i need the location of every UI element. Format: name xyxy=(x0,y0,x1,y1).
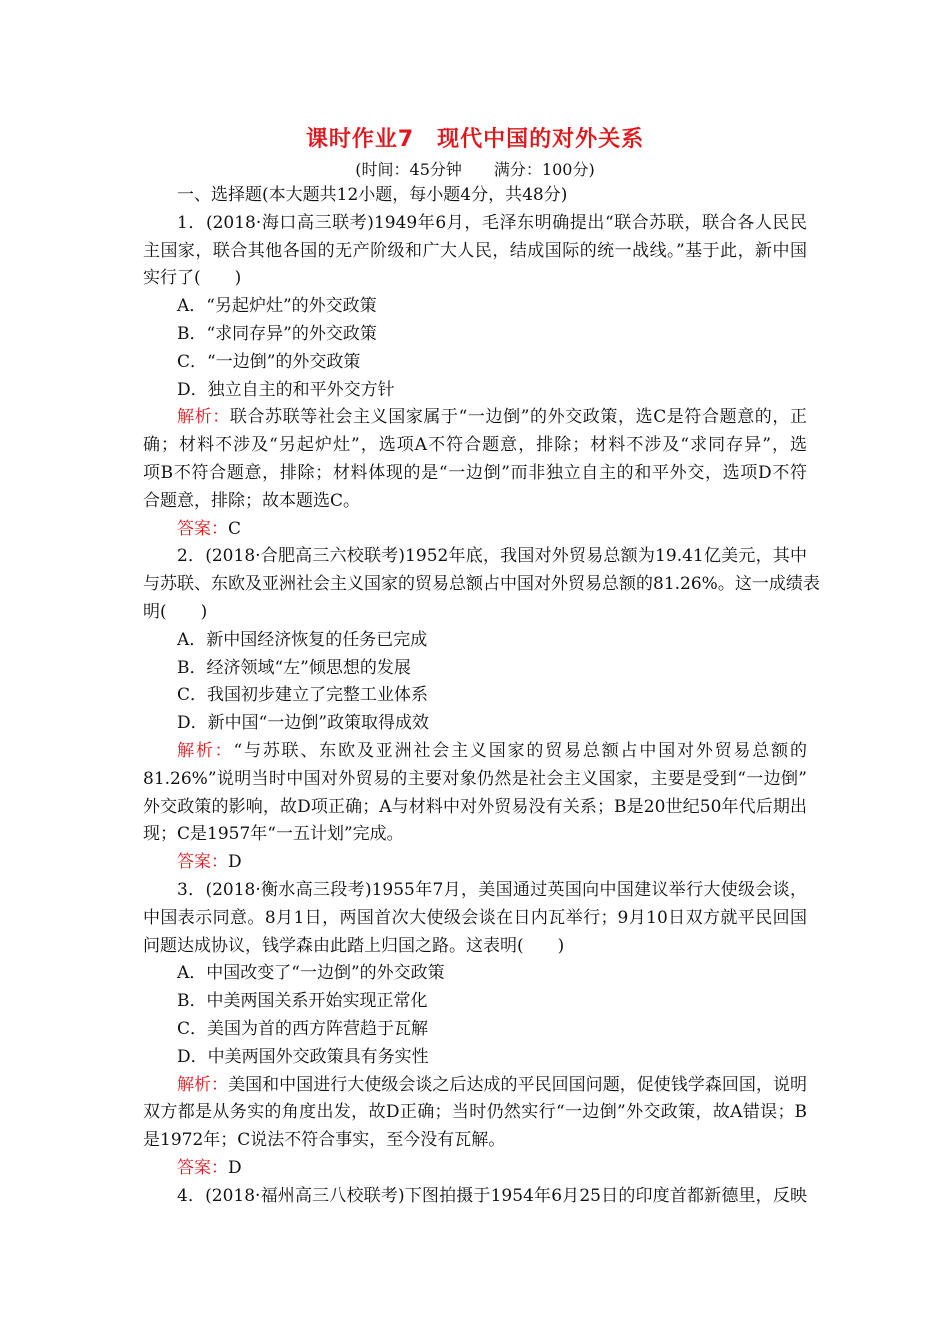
section-heading: 一、选择题(本大题共12小题，每小题4分，共48分) xyxy=(177,185,568,205)
page-title: 课时作业7 现代中国的对外关系 xyxy=(305,127,645,152)
analysis-line: 解析：“与苏联、东欧及亚洲社会主义国家的贸易总额占中国对外贸易总额的 xyxy=(177,740,807,761)
analysis-line: 是1972年；C说法不符合事实，至今没有瓦解。 xyxy=(143,1130,506,1151)
question-stem-line: 明( ) xyxy=(143,601,208,622)
analysis-line: 现；C是1957年“一五计划”完成。 xyxy=(143,824,404,845)
option-c: C．美国为首的西方阵营趋于瓦解 xyxy=(177,1018,429,1039)
option-b: B．经济领域“左”倾思想的发展 xyxy=(177,657,411,678)
answer-value: D xyxy=(228,852,242,873)
answer-label: 答案： xyxy=(177,852,228,873)
answer-line xyxy=(143,1155,807,1183)
answer-line xyxy=(143,516,807,544)
analysis-line: 81.26%”说明当时中国对外贸易的主要对象仍然是社会主义国家，主要是受到“一边倒” xyxy=(143,768,807,789)
question-stem-line: 2．(2018·合肥高三六校联考)1952年底，我国对外贸易总额为19.41亿美元，其中 xyxy=(177,546,807,567)
option-d: D．独立自主的和平外交方针 xyxy=(177,379,395,400)
analysis-line: 解析：美国和中国进行大使级会谈之后达成的平民回国问题，促使钱学森回国，说明 xyxy=(177,1074,808,1095)
question-stem-line: 1．(2018·海口高三联考)1949年6月，毛泽东明确提出“联合苏联，联合各人民民 xyxy=(177,212,807,233)
question-stem-line: 4．(2018·福州高三八校联考)下图拍摄于1954年6月25日的印度首都新德里，反映 xyxy=(177,1185,807,1206)
question-4 xyxy=(143,1183,807,1211)
question-3 xyxy=(143,877,807,1183)
analysis-line: 解析：联合苏联等社会主义国家属于“一边倒”的外交政策，选C是符合题意的，正 xyxy=(177,407,808,428)
question-stem-line: 主国家，联合其他各国的无产阶级和广大人民，结成国际的统一战线。”基于此，新中国 xyxy=(143,240,807,261)
page-subtitle: (时间：45分钟 满分：100分) xyxy=(355,160,595,179)
answer-value: C xyxy=(228,518,242,539)
question-2 xyxy=(143,543,820,877)
question-stem-line: 3．(2018·衡水高三段考)1955年7月，美国通过英国向中国建议举行大使级会谈， xyxy=(177,879,807,900)
answer-label: 答案： xyxy=(177,1157,228,1178)
question-stem-line: 与苏联、东欧及亚洲社会主义国家的贸易总额占中国对外贸易总额的81.26%。这一成绩表 xyxy=(143,574,820,595)
question-stem-line: 中国表示同意。8月1日，两国首次大使级会谈在日内瓦举行；9月10日双方就平民回国 xyxy=(143,907,807,928)
option-c: C．我国初步建立了完整工业体系 xyxy=(177,685,429,706)
option-d: D．中美两国外交政策具有务实性 xyxy=(177,1046,429,1067)
option-a: A．中国改变了“一边倒”的外交政策 xyxy=(177,963,445,984)
analysis-line: 确；材料不涉及“另起炉灶”，选项A不符合题意，排除；材料不涉及“求同存异”，选 xyxy=(143,435,807,456)
analysis-label: 解析： xyxy=(177,1074,229,1095)
question-1 xyxy=(143,210,807,544)
analysis-line: 合题意，排除；故本题选C。 xyxy=(143,490,361,511)
option-c: C．“一边倒”的外交政策 xyxy=(177,351,361,372)
option-d: D．新中国“一边倒”政策取得成效 xyxy=(177,713,430,734)
document-body xyxy=(143,182,820,1210)
analysis-label: 解析： xyxy=(177,740,234,761)
option-a: A．新中国经济恢复的任务已完成 xyxy=(177,629,428,650)
question-stem-line: 实行了( ) xyxy=(143,268,242,289)
question-stem-line: 问题达成协议，钱学森由此踏上归国之路。这表明( ) xyxy=(143,935,565,956)
analysis-label: 解析： xyxy=(177,407,230,428)
option-b: B．“求同存异”的外交政策 xyxy=(177,323,377,344)
answer-line xyxy=(143,849,807,877)
option-b: B．中美两国关系开始实现正常化 xyxy=(177,991,428,1012)
option-a: A．“另起炉灶”的外交政策 xyxy=(177,296,377,317)
answer-value: D xyxy=(228,1157,242,1178)
analysis-line: 项B不符合题意，排除；材料体现的是“一边倒”而非独立自主的和平外交，选项D不符 xyxy=(143,462,807,483)
answer-label: 答案： xyxy=(177,518,228,539)
analysis-line: 双方都是从务实的角度出发，故D正确；当时仍然实行“一边倒”外交政策，故A错误；B xyxy=(143,1102,807,1123)
analysis-line: 外交政策的影响，故D项正确；A与材料中对外贸易没有关系；B是20世纪50年代后期出 xyxy=(143,796,807,817)
